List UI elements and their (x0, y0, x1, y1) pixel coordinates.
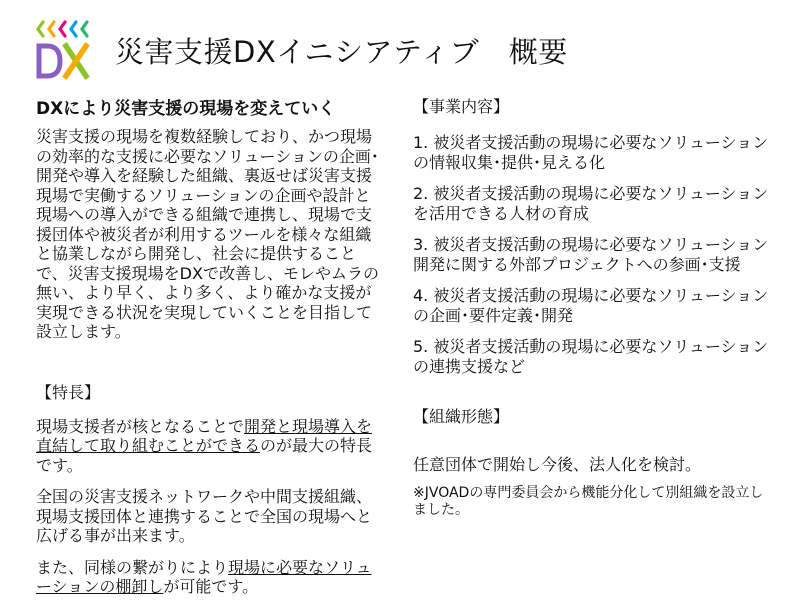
mission-description: 災害支援の現場を複数経験しており、かつ現場の効率的な支援に必要なソリューションの企画･開発や導入を経験した組織、裏返せば災害支援現場で実働するソリューションの企画や設計と現場への導入ができる組織で連携し、現場で支援団体や被災者が利用するツールを様々な組織と協業しながら開発し、社会に提供することで、災害支援現場をDXで改善し、モレやムラの無い、より早く、より多く、より確かな支援が実現できる状況を実現していくことを目指して設立します。 (36, 127, 379, 341)
feature-3-text: また、同様の繋がりにより (36, 557, 229, 577)
feature-3-highlight: 現場に必要なソリューションの棚卸し (36, 557, 372, 596)
business-item: 1. 被災者支援活動の現場に必要なソリューションの情報収集･提供･見える化 (413, 133, 769, 172)
mission-heading: DXにより災害支援の現場を変えていく (36, 99, 336, 119)
business-heading: 【事業内容】 (413, 97, 510, 116)
feature-1-text-end: のが最大の特長です。 (36, 436, 373, 475)
feature-3 (36, 558, 386, 597)
feature-1 (36, 417, 386, 476)
feature-3-text-end: が可能です。 (163, 577, 259, 596)
right-column (413, 94, 773, 519)
page-title: 災害支援DXイニシアティブ 概要 (115, 35, 568, 69)
business-item: 4. 被災者支援活動の現場に必要なソリューションの企画･要件定義･開発 (413, 286, 769, 325)
dx-logo (36, 18, 90, 82)
business-item: 5. 被災者支援活動の現場に必要なソリューションの連携支援など (413, 337, 769, 376)
organization-text: 任意団体で開始し今後、法人化を検討。 (413, 455, 702, 474)
feature-1-highlight: 開発と現場導入を直結して取り組むことができる (36, 416, 373, 455)
organization-heading: 【組織形態】 (413, 407, 510, 426)
left-column (36, 94, 386, 597)
feature-2: 全国の災害支援ネットワークや中間支援組織、現場支援団体と連携することで全国の現場へと広げる事が出来ます。 (36, 487, 373, 545)
organization-note: ※JVOADの専門委員会から機能分化して別組織を設立しました。 (413, 484, 764, 518)
business-item: 3. 被災者支援活動の現場に必要なソリューション開発に関する外部プロジェクトへの参画･支援 (413, 235, 769, 274)
features-heading: 【特長】 (36, 382, 101, 402)
feature-1-text: 現場支援者が核となることで (36, 416, 245, 436)
business-item: 2. 被災者支援活動の現場に必要なソリューションを活用できる人材の育成 (413, 184, 769, 223)
